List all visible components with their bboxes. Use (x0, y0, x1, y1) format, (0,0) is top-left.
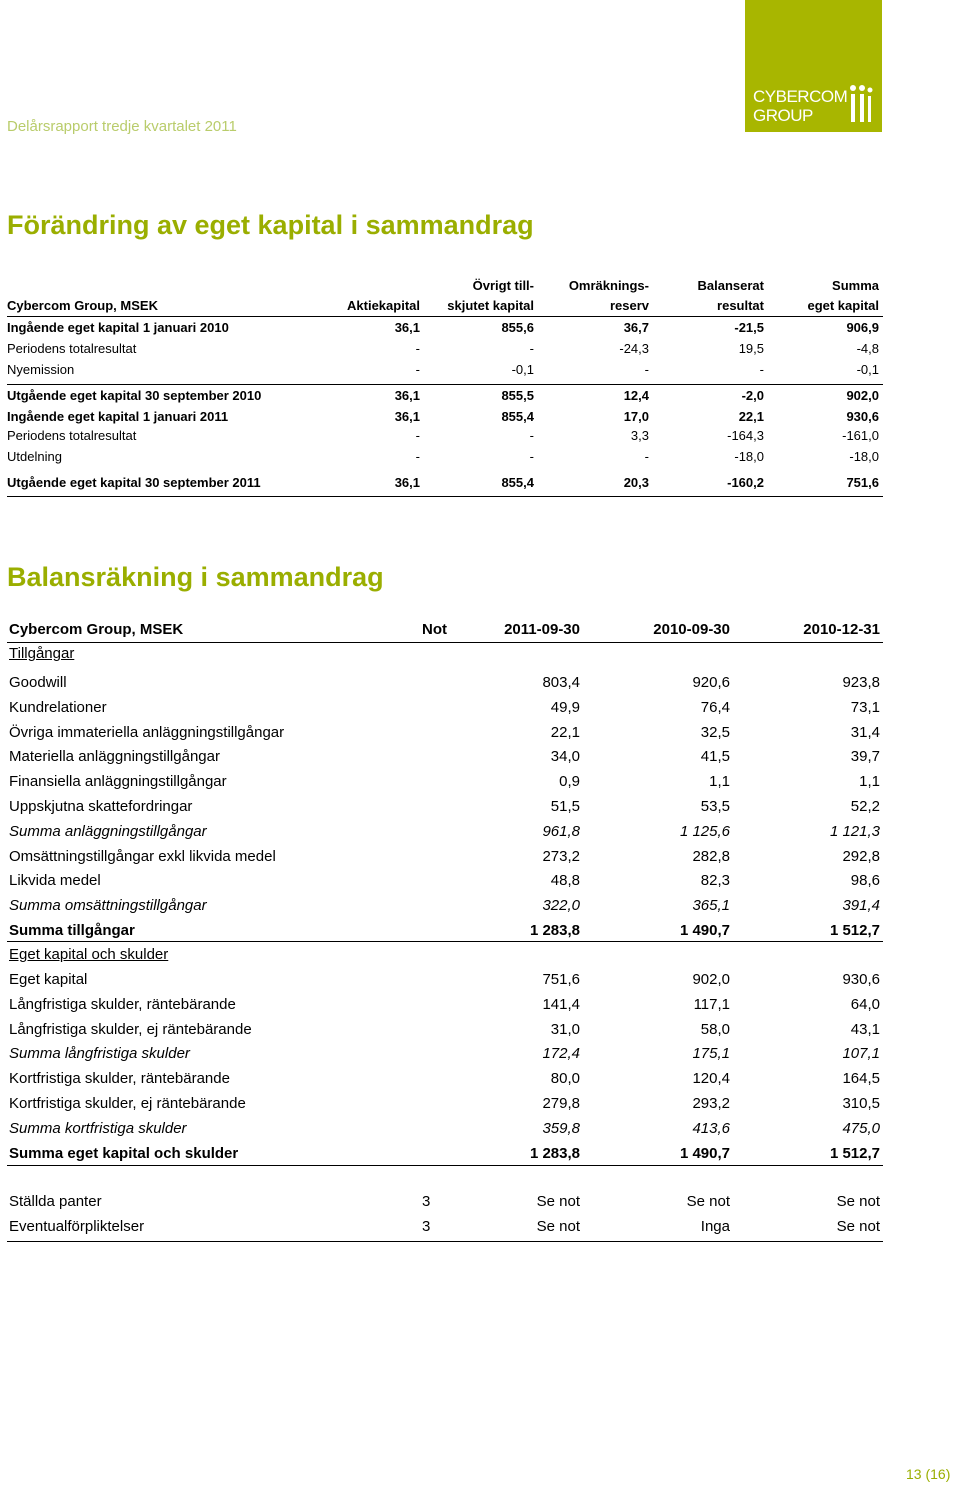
cell-value: -0,1 (856, 362, 879, 377)
row-label: Goodwill (9, 674, 67, 691)
row-label: Nyemission (7, 362, 75, 377)
cell-value: 930,6 (846, 409, 879, 424)
cell-value: 36,1 (394, 409, 420, 424)
col-header: resultat (717, 298, 764, 313)
table-row (7, 724, 883, 746)
row-label: Ställda panter (9, 1193, 102, 1210)
cell-value: Se not (536, 1218, 580, 1235)
cell-value: 19,5 (738, 341, 764, 356)
cell-value: 164,5 (842, 1070, 880, 1087)
cell-value: 31,0 (550, 1021, 580, 1038)
col-header: 2010-09-30 (653, 621, 730, 638)
row-label: Långfristiga skulder, räntebärande (9, 996, 236, 1013)
cell-value: -21,5 (734, 320, 764, 335)
cell-value: -2,0 (741, 388, 764, 403)
cell-value: -0,1 (511, 362, 534, 377)
col-header: skjutet kapital (447, 298, 534, 313)
col-header: 2011-09-30 (504, 621, 580, 638)
table-row (7, 674, 883, 696)
cell-value: 48,8 (550, 872, 580, 889)
cell-value: 120,4 (692, 1070, 730, 1087)
report-title: Delårsrapport tredje kvartalet 2011 (7, 118, 237, 135)
cell-value: 282,8 (692, 848, 730, 865)
table-row (7, 848, 883, 870)
row-label: Summa eget kapital och skulder (9, 1145, 239, 1162)
cell-value: 1 490,7 (679, 922, 730, 939)
cell-value: 930,6 (842, 971, 880, 988)
row-label: Finansiella anläggningstillgångar (9, 773, 227, 790)
cell-value: -161,0 (842, 428, 879, 443)
table-row (7, 971, 883, 993)
divider (7, 1165, 883, 1166)
table-row (7, 1095, 883, 1117)
cell-value: 359,8 (542, 1120, 580, 1137)
divider (7, 316, 883, 317)
cell-value: 36,1 (394, 320, 420, 335)
cell-value: 39,7 (850, 748, 880, 765)
table-row (7, 1193, 883, 1215)
cell-value: 172,4 (542, 1045, 580, 1062)
section-heading: Eget kapital och skulder (9, 946, 169, 963)
logo-text-line1: CYBERCOM (753, 87, 848, 106)
row-label: Utgående eget kapital 30 september 2011 (7, 475, 261, 490)
row-label: Ingående eget kapital 1 januari 2011 (7, 409, 229, 424)
row-label: Summa långfristiga skulder (9, 1045, 190, 1062)
table-row (7, 1021, 883, 1043)
cell-value: - (644, 362, 649, 377)
cell-value: 906,9 (846, 320, 879, 335)
cell-value: 293,2 (692, 1095, 730, 1112)
row-label: Uppskjutna skattefordringar (9, 798, 193, 815)
cell-value: 73,1 (850, 699, 880, 716)
equity-header-row-2 (7, 298, 883, 316)
cell-value: Inga (700, 1218, 730, 1235)
cell-value: Se not (536, 1193, 580, 1210)
row-label: Eventualförpliktelser (9, 1218, 145, 1235)
table-row (7, 409, 883, 427)
cell-value: 53,5 (700, 798, 730, 815)
cell-value: - (415, 449, 420, 464)
cell-value: 902,0 (692, 971, 730, 988)
cell-value: 22,1 (738, 409, 764, 424)
cell-value: Se not (686, 1193, 730, 1210)
cell-value: 365,1 (692, 897, 730, 914)
cell-value: 1 490,7 (679, 1145, 730, 1162)
cell-value: 310,5 (842, 1095, 880, 1112)
cell-value: 902,0 (846, 388, 879, 403)
col-header: Cybercom Group, MSEK (7, 298, 158, 313)
row-label: Summa kortfristiga skulder (9, 1120, 187, 1137)
note-ref: 3 (422, 1218, 431, 1235)
cell-value: -18,0 (849, 449, 879, 464)
cell-value: 475,0 (842, 1120, 880, 1137)
cell-value: 1,1 (859, 773, 880, 790)
cell-value: 855,4 (501, 475, 534, 490)
row-label: Eget kapital (9, 971, 88, 988)
cell-value: 107,1 (842, 1045, 880, 1062)
cell-value: Se not (836, 1193, 880, 1210)
cell-value: 64,0 (850, 996, 880, 1013)
cell-value: 0,9 (559, 773, 580, 790)
table-row (7, 1070, 883, 1092)
cell-value: 292,8 (842, 848, 880, 865)
cybercom-logo (745, 0, 882, 132)
table-row (7, 748, 883, 770)
cell-value: 32,5 (700, 724, 730, 741)
balance-header-row (7, 621, 883, 643)
cell-value: 51,5 (550, 798, 580, 815)
row-label: Materiella anläggningstillgångar (9, 748, 220, 765)
cell-value: 1 125,6 (679, 823, 730, 840)
row-label: Summa anläggningstillgångar (9, 823, 207, 840)
cell-value: - (529, 449, 534, 464)
cell-value: Se not (836, 1218, 880, 1235)
page-number: 13 (16) (906, 1466, 951, 1482)
cell-value: 855,6 (501, 320, 534, 335)
table-row (7, 1045, 883, 1067)
row-label: Periodens totalresultat (7, 341, 137, 356)
table-row (7, 996, 883, 1018)
cell-value: 52,2 (850, 798, 880, 815)
cell-value: 41,5 (700, 748, 730, 765)
cell-value: - (644, 449, 649, 464)
col-header: Summa (832, 278, 879, 293)
cell-value: 279,8 (542, 1095, 580, 1112)
cell-value: 1 283,8 (529, 1145, 580, 1162)
cell-value: 20,3 (623, 475, 649, 490)
equity-section-title: Förändring av eget kapital i sammandrag (7, 210, 534, 240)
table-row (7, 699, 883, 721)
col-header: eget kapital (807, 298, 879, 313)
cell-value: - (415, 428, 420, 443)
logo-text-line2: GROUP (753, 106, 813, 125)
table-row (7, 362, 883, 380)
cell-value: - (529, 428, 534, 443)
divider (7, 384, 883, 385)
cell-value: 58,0 (700, 1021, 730, 1038)
cell-value: 803,4 (542, 674, 580, 691)
col-header: 2010-12-31 (803, 621, 880, 638)
divider (7, 496, 883, 497)
cell-value: -18,0 (734, 449, 764, 464)
cell-value: 22,1 (550, 724, 580, 741)
cell-value: 49,9 (550, 699, 580, 716)
cell-value: 82,3 (700, 872, 730, 889)
row-label: Kundrelationer (9, 699, 107, 716)
table-row (7, 449, 883, 467)
table-row (7, 388, 883, 406)
balance-section-title: Balansräkning i sammandrag (7, 562, 384, 592)
cell-value: 117,1 (693, 996, 730, 1013)
row-label: Långfristiga skulder, ej räntebärande (9, 1021, 252, 1038)
cell-value: 34,0 (550, 748, 580, 765)
cell-value: 12,4 (623, 388, 649, 403)
row-label: Kortfristiga skulder, räntebärande (9, 1070, 230, 1087)
cell-value: 322,0 (542, 897, 580, 914)
equity-header-row-1 (7, 278, 883, 296)
cell-value: 920,6 (692, 674, 730, 691)
cell-value: 36,7 (623, 320, 649, 335)
cell-value: 1 121,3 (829, 823, 880, 840)
cell-value: 1,1 (709, 773, 730, 790)
cell-value: 1 512,7 (829, 1145, 880, 1162)
cell-value: 413,6 (692, 1120, 730, 1137)
row-label: Summa omsättningstillgångar (9, 897, 207, 914)
table-row (7, 798, 883, 820)
cell-value: -164,3 (727, 428, 764, 443)
col-header: Omräknings- (568, 278, 649, 293)
table-row (7, 872, 883, 894)
row-label: Summa tillgångar (9, 922, 135, 939)
table-row (7, 1218, 883, 1240)
table-row (7, 475, 883, 493)
cell-value: 31,4 (850, 724, 880, 741)
cell-value: 80,0 (550, 1070, 580, 1087)
cell-value: 98,6 (850, 872, 880, 889)
cell-value: -160,2 (727, 475, 764, 490)
table-row (7, 823, 883, 845)
cell-value: - (415, 362, 420, 377)
liabilities-heading-row (7, 946, 883, 968)
col-header: Balanserat (697, 278, 764, 293)
row-label: Ingående eget kapital 1 januari 2010 (7, 320, 229, 335)
table-row (7, 341, 883, 359)
divider (7, 1241, 883, 1242)
table-row (7, 897, 883, 919)
table-row (7, 428, 883, 446)
cell-value: 961,8 (542, 823, 580, 840)
assets-heading-row (7, 645, 883, 667)
row-label: Periodens totalresultat (7, 428, 137, 443)
row-label: Utgående eget kapital 30 september 2010 (7, 388, 262, 403)
row-label: Kortfristiga skulder, ej räntebärande (9, 1095, 246, 1112)
cell-value: - (529, 341, 534, 356)
cell-value: - (759, 362, 764, 377)
cell-value: 76,4 (700, 699, 730, 716)
divider (7, 642, 883, 643)
section-heading: Tillgångar (9, 645, 75, 662)
cell-value: - (415, 341, 420, 356)
cell-value: 273,2 (542, 848, 580, 865)
cell-value: 3,3 (630, 428, 649, 443)
table-row (7, 773, 883, 795)
table-row (7, 320, 883, 338)
col-header: Aktiekapital (347, 298, 420, 313)
cell-value: -24,3 (619, 341, 649, 356)
cell-value: 855,4 (501, 409, 534, 424)
cell-value: 36,1 (394, 388, 420, 403)
cell-value: 36,1 (394, 475, 420, 490)
cell-value: 1 512,7 (829, 922, 880, 939)
row-label: Övriga immateriella anläggningstillgångar (9, 724, 285, 741)
divider (7, 941, 883, 942)
col-header: Övrigt till- (472, 278, 534, 293)
table-row (7, 1145, 883, 1167)
cell-value: 855,5 (501, 388, 534, 403)
cell-value: 751,6 (542, 971, 580, 988)
row-label: Utdelning (7, 449, 62, 464)
cell-value: 175,1 (692, 1045, 730, 1062)
note-ref: 3 (422, 1193, 431, 1210)
cell-value: 141,4 (542, 996, 580, 1013)
cell-value: 17,0 (623, 409, 649, 424)
logo-mark-icon (847, 84, 875, 124)
cell-value: 43,1 (850, 1021, 880, 1038)
cell-value: 751,6 (846, 475, 879, 490)
cell-value: 391,4 (842, 897, 880, 914)
col-header: Cybercom Group, MSEK (9, 621, 184, 638)
col-header: Not (422, 621, 447, 638)
row-label: Omsättningstillgångar exkl likvida medel (9, 848, 276, 865)
cell-value: 923,8 (842, 674, 880, 691)
col-header: reserv (609, 298, 649, 313)
table-row (7, 1120, 883, 1142)
cell-value: 1 283,8 (529, 922, 580, 939)
row-label: Likvida medel (9, 872, 101, 889)
cell-value: -4,8 (856, 341, 879, 356)
